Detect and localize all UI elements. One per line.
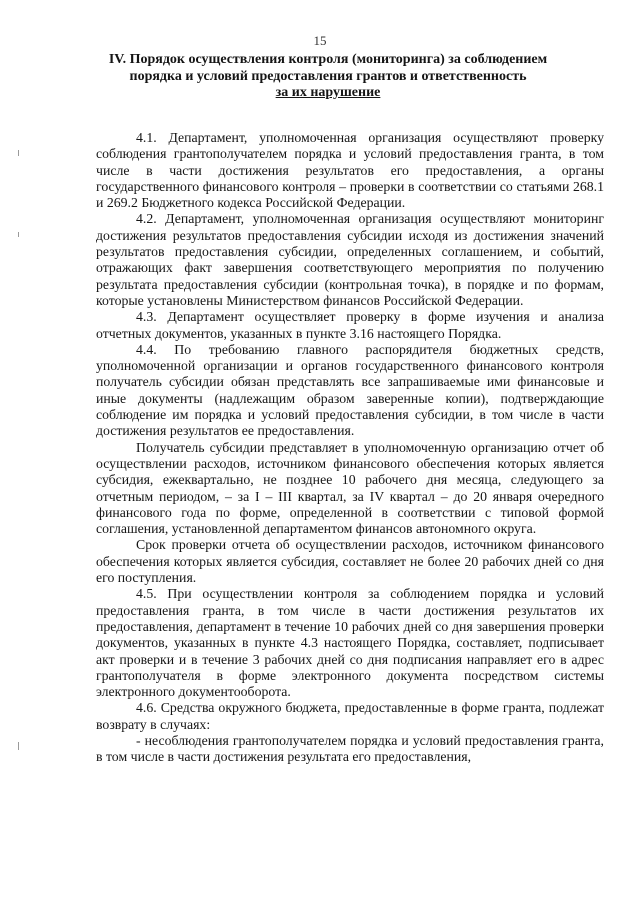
paragraph-4-5: 4.5. При осуществлении контроля за соблюдением порядка и условий предоставления гранта, в том числе в части достижения результатов их предоставления, департамент в течение 10 рабочих дней со дня завершения проверки документов, указанных в пункте 4.3 настоящего Порядка, составляет, подписывает акт проверки и в течение 3 рабочих дней со дня подписания направляет его в адрес грантополучателя в форме электронного документа посредством системы электронного документооборота. <box>96 586 604 700</box>
page-number: 15 <box>313 33 327 48</box>
body-text <box>96 130 604 766</box>
paragraph-4-6: 4.6. Средства окружного бюджета, предоставленные в форме гранта, подлежат возврату в случаях: <box>96 700 604 732</box>
paragraph-4-1: 4.1. Департамент, уполномоченная организация осуществляют проверку соблюдения грантополучателем порядка и условий предоставления гранта, в том числе в части достижения результатов его предоставления, а органы государственного финансового контроля – проверки в соответствии со статьями 268.1 и 269.2 Бюджетного кодекса Российской Федерации. <box>96 130 604 211</box>
heading-line-1: IV. Порядок осуществления контроля (мониторинга) за соблюдением <box>108 52 548 67</box>
paragraph-report: Получатель субсидии представляет в уполномоченную организацию отчет об осуществлении расходов, источником финансового обеспечения которых является субсидия, ежеквартально, не позднее 10 рабочего дня месяца, следующего за отчетным периодом, – за I – III квартал, за IV квартал – до 20 января очередного финансового года по форме, определенной в соответствии с типовой формой соглашения, установленной департаментом финансов автономного округа. <box>96 439 604 537</box>
paragraph-4-4: 4.4. По требованию главного распорядителя бюджетных средств, уполномоченной организации и органов государственного финансового контроля получатель субсидии обязан представлять все запрашиваемые ими финансовые и иные документы (надлежащим образом заверенные копии), подтверждающие соблюдение им порядка и условий предоставления субсидии, в том числе в части достижения результатов ее предоставления. <box>96 341 604 439</box>
paragraph-4-3: 4.3. Департамент осуществляет проверку в форме изучения и анализа отчетных документов, указанных в пункте 3.16 настоящего Порядка. <box>96 309 604 341</box>
section-heading <box>78 52 578 102</box>
scan-margin-mark <box>18 150 19 156</box>
paragraph-4-2: 4.2. Департамент, уполномоченная организация осуществляют мониторинг достижения результатов предоставления субсидии исходя из достижения значений результатов предоставления субсидии, определенных соглашением, и событий, отражающих факт завершения соответствующего мероприятия по получению результата предоставления субсидии (контрольная точка), в порядке и по формам, которые установлены Министерством финансов Российской Федерации. <box>96 211 604 308</box>
scan-margin-mark <box>18 742 19 750</box>
scan-margin-mark <box>18 232 19 237</box>
paragraph-review-term: Срок проверки отчета об осуществлении расходов, источником финансового обеспечения которых является субсидия, составляет не более 20 рабочих дней со дня его поступления. <box>96 537 604 586</box>
heading-line-3: за их нарушение <box>275 85 381 100</box>
list-item-noncompliance: - несоблюдения грантополучателем порядка и условий предоставления гранта, в том числе в части достижения результата его предоставления, <box>96 732 604 765</box>
heading-line-2: порядка и условий предоставления грантов и ответственность <box>129 68 527 84</box>
